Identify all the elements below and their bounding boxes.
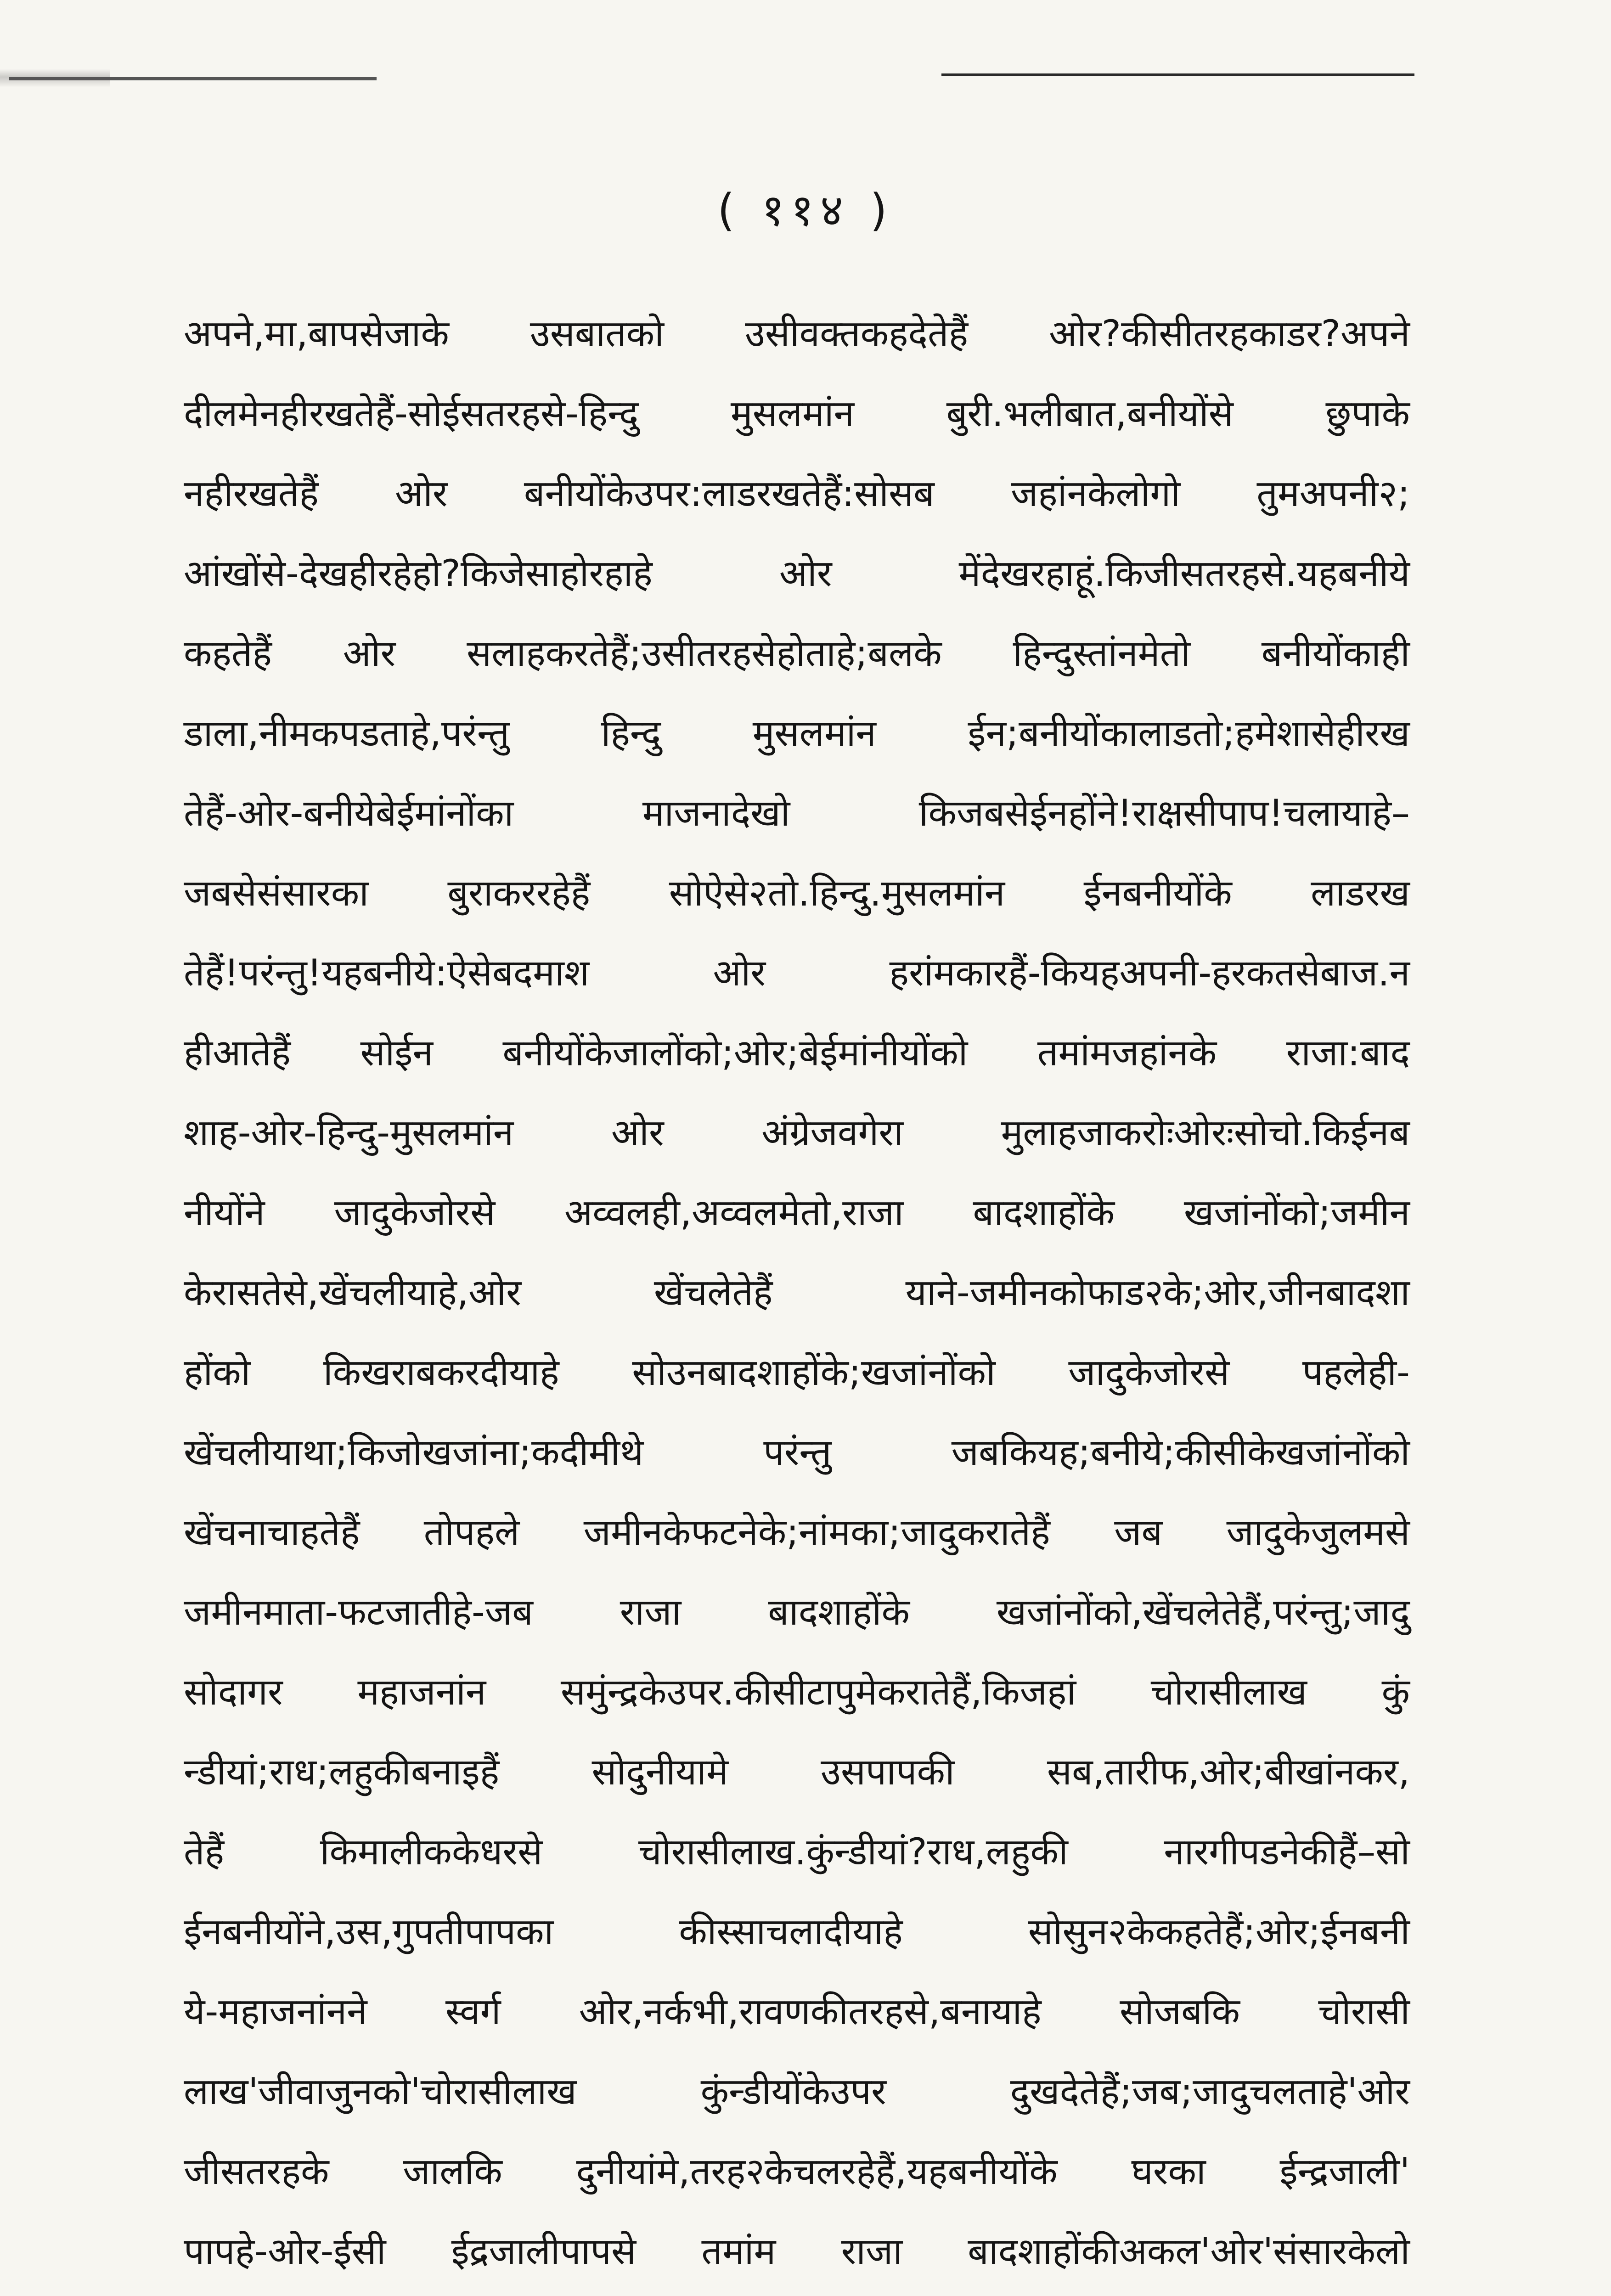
text-line: तेहैं-ओर-बनीयेबेईमांनोंका माजनादेखो किजबसेईनहोंने!राक्षसीपाप!चलायाहे–: [184, 792, 1410, 834]
body-text: [184, 294, 1410, 2273]
header-rule-right: [941, 73, 1414, 76]
text-line: शाह-ओर-हिन्दु-मुसलमांन ओर अंग्रेजवगेरा मुलाहजाकरोःओरःसोचो.किईनब: [184, 1111, 1410, 1154]
text-line: ईनबनीयोंने,उस,गुपतीपापका कीस्साचलादीयाहे सोसुन२केकहतेहैं;ओर;ईनबनी: [184, 1910, 1410, 1953]
text-line: डाला,नीमकपडताहे,परंन्तु हिन्दु मुसलमांन ईन;बनीयोंकालाडतो;हमेशासेहीरख: [184, 712, 1410, 754]
text-line: तेहैं!परंन्तु!यहबनीये:ऐसेबदमाश ओर हरांमकारहैं-कियहअपनी-हरकतसेबाज.न: [184, 951, 1410, 994]
text-line: होंको किखराबकरदीयाहे सोउनबादशाहोंके;खजांनोंको जादुकेजोरसे पहलेही-: [184, 1351, 1410, 1394]
text-line: ये-महाजनांनने स्वर्ग ओर,नर्कभी,रावणकीतरहसे,बनायाहे सोजबकि चोरासी: [184, 1990, 1410, 2033]
text-line: अपने,मा,बापसेजाके उसबातको उसीवक्तकहदेतेहैं ओर?कीसीतरहकाडर?अपने: [184, 312, 1410, 355]
text-line: कहतेहैं ओर सलाहकरतेहैं;उसीतरहसेहोताहे;बलके हिन्दुस्तांनमेतो बनीयोंकाही: [184, 632, 1410, 675]
text-line: केरासतेसे,खेंचलीयाहे,ओर खेंचलेतेहैं याने-जमीनकोफाड२के;ओर,जीनबादशा: [184, 1271, 1410, 1314]
text-line: न्डीयां;राध;लहुकीबनाइहैं सोदुनीयामे उसपापकी सब,तारीफ,ओर;बीखांनकर,: [184, 1750, 1410, 1793]
text-line: हीआतेहैं सोईन बनीयोंकेजालोंको;ओर;बेईमांनीयोंको तमांमजहांनके राजा:बाद: [184, 1031, 1410, 1074]
text-line: जीसतरहके जालकि दुनीयांमे,तरह२केचलरहेहैं,यहबनीयोंके घरका ईन्द्रजाली': [184, 2150, 1410, 2193]
text-line: लाख'जीवाजुनको'चोरासीलाख कुंन्डीयोंकेउपर दुखदेतेहैं;जब;जादुचलताहे'ओर: [184, 2070, 1410, 2113]
text-line: खेंचनाचाहतेहैं तोपहले जमीनकेफटनेके;नांमका;जादुकरातेहैं जब जादुकेजुलमसे: [184, 1511, 1410, 1553]
text-line: [184, 2291, 1410, 2296]
header-rule-left: [9, 77, 377, 80]
text-line: खेंचलीयाथा;किजोखजांना;कदीमीथे परंन्तु जबकियह;बनीये;कीसीकेखजांनोंको: [184, 1431, 1410, 1474]
text-line: दीलमेनहीरखतेहैं-सोईसतरहसे-हिन्दु मुसलमांन बुरी.भलीबात,बनीयोंसे छुपाके: [184, 392, 1410, 435]
text-line: नीयोंने जादुकेजोरसे अव्वलही,अव्वलमेतो,राजा बादशाहोंके खजांनोंको;जमीन: [184, 1191, 1410, 1234]
text-line: सोदागर महाजनांन समुंन्द्रकेउपर.कीसीटापुमेकरातेहैं,किजहां चोरासीलाख कुं: [184, 1671, 1410, 1713]
page-number: ( ११४ ): [717, 185, 894, 236]
text-line: नहीरखतेहैं ओर बनीयोंकेउपर:लाडरखतेहैं:सोसब जहांनकेलोगो तुमअपनी२;: [184, 472, 1410, 515]
text-line: पापहे-ओर-ईसी ईद्रजालीपापसे तमांम राजा बादशाहोंकीअकल'ओर'संसारकेलो: [184, 2230, 1410, 2273]
text-line: तेहैं किमालीककेधरसे चोरासीलाख.कुंन्डीयां?राध,लहुकी नारगीपडनेकीहैं–सो: [184, 1830, 1410, 1873]
text-line: जबसेसंसारका बुराकररहेहैं सोऐसे२तो.हिन्दु.मुसलमांन ईनबनीयोंके लाडरख: [184, 872, 1410, 914]
text-line: आंखोंसे-देखहीरहेहो?किजेसाहोरहाहे ओर मेंदेखरहाहूं.किजीसतरहसे.यहबनीये: [184, 552, 1410, 595]
text-line: जमीनमाता-फटजातीहे-जब राजा बादशाहोंके खजांनोंको,खेंचलेतेहैं,परंन्तु;जादु: [184, 1591, 1410, 1633]
